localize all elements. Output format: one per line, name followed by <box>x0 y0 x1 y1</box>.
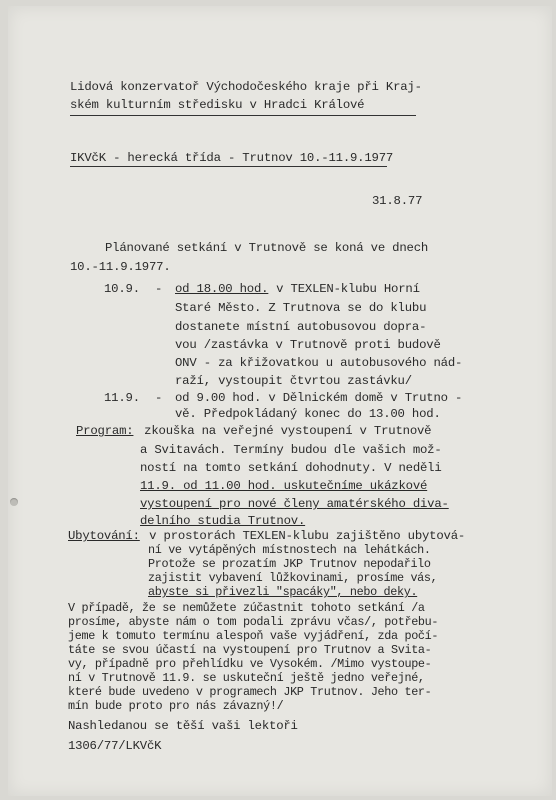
day1-line: raží, vystoupit čtvrtou zastávku/ <box>175 374 412 388</box>
program-underlined-line: vystoupení pro nové členy amatérského diva- <box>140 497 449 511</box>
punch-hole <box>10 498 18 506</box>
accommodation-label: Ubytování: <box>68 529 140 543</box>
closing-line: jeme k tomuto termínu alespoň vaše vyjádření, zda počí- <box>68 629 439 643</box>
intro-line-1: Plánované setkání v Trutnově se koná ve dnech <box>105 241 429 255</box>
accommodation-line: zajistit vybavení lůžkovinami, prosíme vás, <box>148 571 438 585</box>
day2-line-2: vě. Předpokládaný konec do 13.00 hod. <box>175 407 441 421</box>
day2-dash: - <box>155 391 163 405</box>
signoff-line: Nashledanou se těší vaši lektoři <box>68 719 298 733</box>
day1-date: 10.9. <box>104 282 140 296</box>
closing-line: V případě, že se nemůžete zúčastnit tohoto setkání /a <box>68 601 425 615</box>
accommodation-underlined-line: abyste si přivezli "spacáky", nebo deky. <box>148 585 418 599</box>
program-line: ností na tomto setkání dohodnuty. V neděli <box>140 461 442 475</box>
program-underlined-line: delního studia Trutnov. <box>140 514 306 528</box>
accommodation-line: ní ve vytápěných místnostech na lehátkách. <box>148 543 431 557</box>
day1-line: Staré Město. Z Trutnova se do klubu <box>175 301 427 315</box>
closing-line: vy, případně pro přehlídku ve Vysokém. /Mimo vystoupe- <box>68 657 432 671</box>
program-line-1: zkouška na veřejné vystoupení v Trutnově <box>137 424 432 438</box>
closing-line: mín bude proto pro nás závazný!/ <box>68 699 284 713</box>
header-line-2: ském kulturním středisku v Hradci Králové <box>70 98 365 112</box>
header-rule <box>70 115 416 116</box>
day2-date: 11.9. <box>104 391 140 405</box>
day1-line: dostanete místní autobusovou dopra- <box>175 320 427 334</box>
subject-line: IKVčK - herecká třída - Trutnov 10.-11.9.1977 <box>70 151 394 165</box>
program-underlined-line: 11.9. od 11.00 hod. uskutečníme ukázkové <box>140 479 428 493</box>
day1-dash: - <box>155 282 163 296</box>
day1-place: v TEXLEN-klubu Horní <box>269 282 420 296</box>
day1-time: od 18.00 hod. <box>175 282 269 296</box>
header-line-1: Lidová konzervatoř Východočeského kraje při Kraj- <box>70 80 422 94</box>
reference-number: 1306/77/LKVčK <box>68 739 162 753</box>
accommodation-line-1: v prostorách TEXLEN-klubu zajištěno ubytová- <box>142 529 466 543</box>
accommodation-line: Protože se prozatím JKP Trutnov nepodařilo <box>148 557 431 571</box>
day1-line: ONV - za křižovatkou u autobusového nád- <box>175 356 463 370</box>
day1-line: vou /zastávka v Trutnově proti budově <box>175 338 441 352</box>
closing-line: prosíme, abyste nám o tom podali zprávu včas/, potřebu- <box>68 615 439 629</box>
day2-line-1: od 9.00 hod. v Dělnickém domě v Trutno - <box>175 391 463 405</box>
closing-line: ní v Trutnově 11.9. se uskuteční ještě jedno veřejné, <box>68 671 425 685</box>
program-line: a Svitavách. Termíny budou dle vašich mož- <box>140 443 442 457</box>
letter-date: 31.8.77 <box>372 194 423 208</box>
intro-line-2: 10.-11.9.1977. <box>70 260 171 274</box>
subject-rule <box>70 166 387 167</box>
program-label: Program: <box>76 424 134 438</box>
closing-line: táte se svou účastí na vystoupení pro Trutnov a Svita- <box>68 643 432 657</box>
closing-line: které bude uvedeno v programech JKP Trutnov. Jeho ter- <box>68 685 432 699</box>
